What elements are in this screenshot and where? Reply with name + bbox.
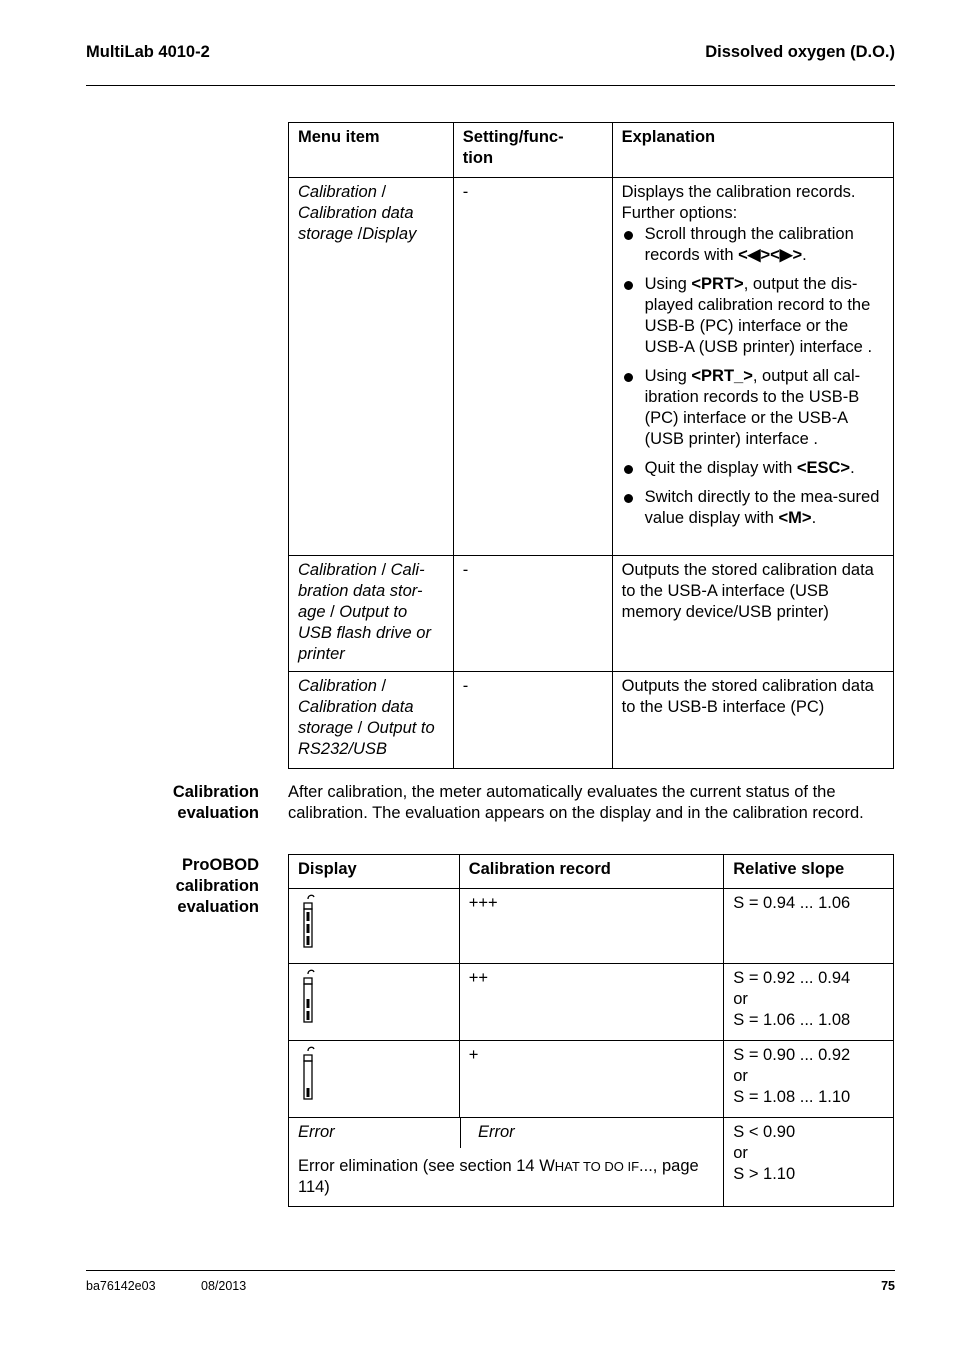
section-heading-proobod: ProOBOD calibration evaluation xyxy=(175,856,259,916)
table-row xyxy=(289,672,894,769)
evaluation-table xyxy=(288,854,894,1207)
explanation: Outputs the stored calibration data to the USB-A interface (USB memory device/USB printer) xyxy=(621,561,874,621)
list-item: Using <PRT_>, output all cal-ibration records to the USB-B (PC) interface or the USB-A (USB printer) interface . xyxy=(622,366,884,450)
section-heading-calibration-evaluation: Calibration evaluation xyxy=(172,783,259,822)
record-value: ++ xyxy=(468,969,488,987)
error-elimination-note: Error elimination (see section 14 WHAT TO DO IF..., page 114) xyxy=(298,1157,699,1196)
setting-value: - xyxy=(462,183,469,201)
header-rule xyxy=(86,85,895,86)
sensor-3-bars-icon xyxy=(298,893,318,949)
running-header-section: Dissolved oxygen (D.O.) xyxy=(705,43,895,61)
table-row xyxy=(289,1041,894,1118)
bullet-icon xyxy=(624,465,633,474)
col-header-calibration-record: Calibration record xyxy=(468,860,611,878)
setting-value: - xyxy=(462,561,469,579)
record-value: + xyxy=(468,1046,479,1064)
error-display: Error xyxy=(298,1123,335,1141)
bullet-icon xyxy=(624,494,633,503)
footer-doc-id: ba76142e03 xyxy=(86,1279,156,1293)
menu-path: Calibration / Calibration data storage / Output to RS232/USB xyxy=(298,677,435,758)
slope-value: S = 0.94 ... 1.06 xyxy=(733,894,851,912)
evaluation-header-row xyxy=(289,855,894,889)
list-item: Quit the display with <ESC>. xyxy=(622,458,884,479)
table-row xyxy=(289,556,894,672)
options-list xyxy=(622,224,884,529)
running-header-title: MultiLab 4010-2 xyxy=(86,43,210,61)
bullet-icon xyxy=(624,281,633,290)
explanation: Outputs the stored calibration data to the USB-B interface (PC) xyxy=(621,677,874,716)
setting-value: - xyxy=(462,677,469,695)
slope-value: S < 0.90 or S > 1.10 xyxy=(733,1123,796,1183)
col-header-explanation: Explanation xyxy=(621,128,716,146)
menu-table xyxy=(288,122,894,769)
record-value: +++ xyxy=(468,894,498,912)
col-header-display: Display xyxy=(298,860,357,878)
explanation: Displays the calibration records. Further options: Scroll through the calibration records with <◀><▶>. Using <PRT>, output the dis-played calibration record to the USB-B (PC) interface or the USB-A (USB printer) interface . Using <PRT_>, output all cal-ibration records to the USB-B (PC) interface or the USB-A (USB printer) interface . Quit the display with <ESC>. Switch directly to the mea-sured value display with <M>. xyxy=(613,178,893,535)
col-header-menu-item: Menu item xyxy=(298,128,380,146)
table-row xyxy=(289,964,894,1041)
table-row xyxy=(289,1118,894,1207)
table-row xyxy=(289,178,894,556)
slope-value: S = 0.92 ... 0.94 or S = 1.06 ... 1.08 xyxy=(733,969,851,1029)
menu-table-header-row xyxy=(289,123,894,178)
bullet-icon xyxy=(624,231,633,240)
footer-date: 08/2013 xyxy=(201,1279,247,1293)
sensor-2-bars-icon xyxy=(298,968,318,1024)
menu-path: Calibration / Cali-bration data stor-age / Output to USB flash drive or printer xyxy=(298,561,431,663)
error-record: Error xyxy=(478,1123,515,1141)
column-divider xyxy=(460,1118,461,1148)
list-item: Switch directly to the mea-sured value display with <M>. xyxy=(622,487,884,529)
footer-rule xyxy=(86,1270,895,1271)
col-header-relative-slope: Relative slope xyxy=(733,860,845,878)
table-row xyxy=(289,889,894,964)
list-item: Using <PRT>, output the dis-played calibration record to the USB-B (PC) interface or the USB-A (USB printer) interface . xyxy=(622,274,884,358)
col-header-setting: Setting/func- tion xyxy=(462,128,564,167)
page-number: 75 xyxy=(881,1279,895,1293)
list-item: Scroll through the calibration records with <◀><▶>. xyxy=(622,224,884,266)
menu-path: Calibration / Calibration data storage /Display xyxy=(298,183,417,243)
bullet-icon xyxy=(624,373,633,382)
slope-value: S = 0.90 ... 0.92 or S = 1.08 ... 1.10 xyxy=(733,1046,851,1106)
calibration-evaluation-text: After calibration, the meter automatically evaluates the current status of the calibration. The evaluation appears on the display and in the calibration record. xyxy=(288,783,864,822)
sensor-1-bar-icon xyxy=(298,1045,318,1101)
